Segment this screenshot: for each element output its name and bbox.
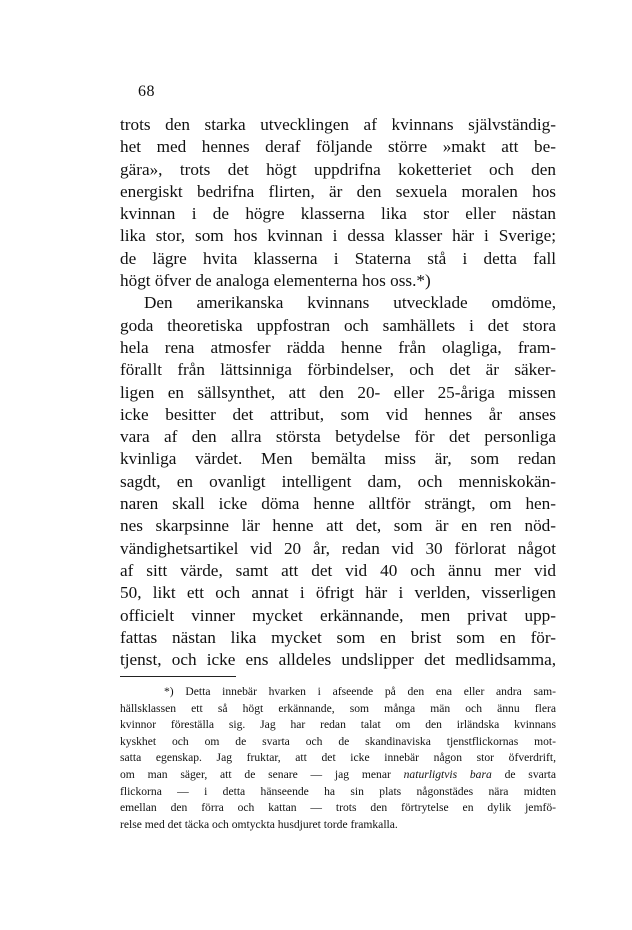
- text-line: tjenst, och icke ens alldeles undslipper det medlidsamma,: [120, 650, 556, 670]
- text-line: kvinliga värdet. Men bemälta miss är, som redan: [120, 449, 556, 469]
- text-line: trots den starka utvecklingen af kvinnans självständig-: [120, 115, 556, 134]
- text-line: goda theoretiska uppfostran och samhällets i det stora: [120, 315, 556, 335]
- footnote-line: emellan den förra och kattan — trots den förtrytelse en dylik jemfö-: [120, 801, 556, 815]
- text-line: hela rena atmosfer rädda henne från olagliga, fram-: [120, 337, 556, 357]
- text-line: naren skall icke döma henne alltför strängt, om hen-: [120, 494, 556, 514]
- text-line: energiskt bedrifna flirten, är den sexuela moralen hos: [120, 181, 556, 201]
- text-line: gära», trots det högt uppdrifna koketteriet och den: [120, 159, 556, 179]
- footnote-line: satta egenskap. Jag fruktar, att det icke innebär någon stor öfverdrift,: [120, 751, 556, 765]
- text-line: fattas nästan lika mycket som en brist som en för-: [120, 627, 556, 647]
- text-line: het med hennes deraf följande större »makt att be-: [120, 137, 556, 157]
- text-line: högt öfver de analoga elementerna hos oss.*): [120, 271, 431, 291]
- text-line: de lägre hvita klasserna i Staterna stå i detta fall: [120, 248, 556, 268]
- footnote-line: kyskhet och om de svarta och de skandinaviska tjenstflickornas mot-: [120, 734, 556, 748]
- text-line: kvinnan i de högre klasserna lika stor eller nästan: [120, 204, 556, 224]
- footnote-segment: om man säger, att de senare — jag menar: [120, 767, 391, 781]
- footnote-italic-segment: naturligtvis bara: [403, 767, 492, 781]
- footnote-line-mixed: [120, 767, 556, 784]
- text-line: vara af den allra största betydelse för det personliga: [120, 427, 556, 447]
- footnote-line: kvinnor föreställa sig. Jag har redan talat om den irländska kvinnans: [120, 718, 556, 732]
- text-line: förallt från lättsinniga förbindelser, och det är säker-: [120, 360, 556, 380]
- text-line: nes skarpsinne lär henne att det, som är en ren nöd-: [120, 516, 556, 536]
- text-line: officielt vinner mycket erkännande, men privat upp-: [120, 605, 556, 625]
- text-line: Den amerikanska kvinnans utvecklade omdöme,: [144, 293, 556, 313]
- text-line: vändighetsartikel vid 20 år, redan vid 30 förlorat något: [120, 538, 556, 558]
- text-line: sagdt, en ovanligt intelligent dam, och menniskokän-: [120, 471, 556, 491]
- footnote-line: flickorna — i detta hänseende ha sin plats någonstädes nära midten: [120, 784, 556, 798]
- text-line: af sitt värde, samt att det vid 40 och ännu mer vid: [120, 560, 556, 580]
- footnote-line: relse med det täcka och omtyckta husdjuret torde framkalla.: [120, 817, 398, 831]
- footnote-divider: [120, 676, 236, 677]
- footnote-line: hällsklassen ett så högt erkännande, som många män och ännu flera: [120, 701, 556, 715]
- text-line: 50, likt ett och annat i öfrigt här i verlden, visserligen: [120, 583, 556, 603]
- footnote-line: *) Detta innebär hvarken i afseende på den ena eller andra sam-: [164, 685, 556, 698]
- text-line: icke besitter det attribut, som vid hennes år anses: [120, 404, 556, 424]
- footnote: [120, 684, 556, 833]
- body-text: [120, 114, 556, 671]
- footnote-segment: de svarta: [504, 767, 556, 781]
- page-number: 68: [138, 83, 155, 100]
- text-line: ligen en sällsynthet, att den 20- eller 25-åriga missen: [120, 382, 556, 402]
- text-line: lika stor, som hos kvinnan i dessa klasser här i Sverige;: [120, 226, 556, 246]
